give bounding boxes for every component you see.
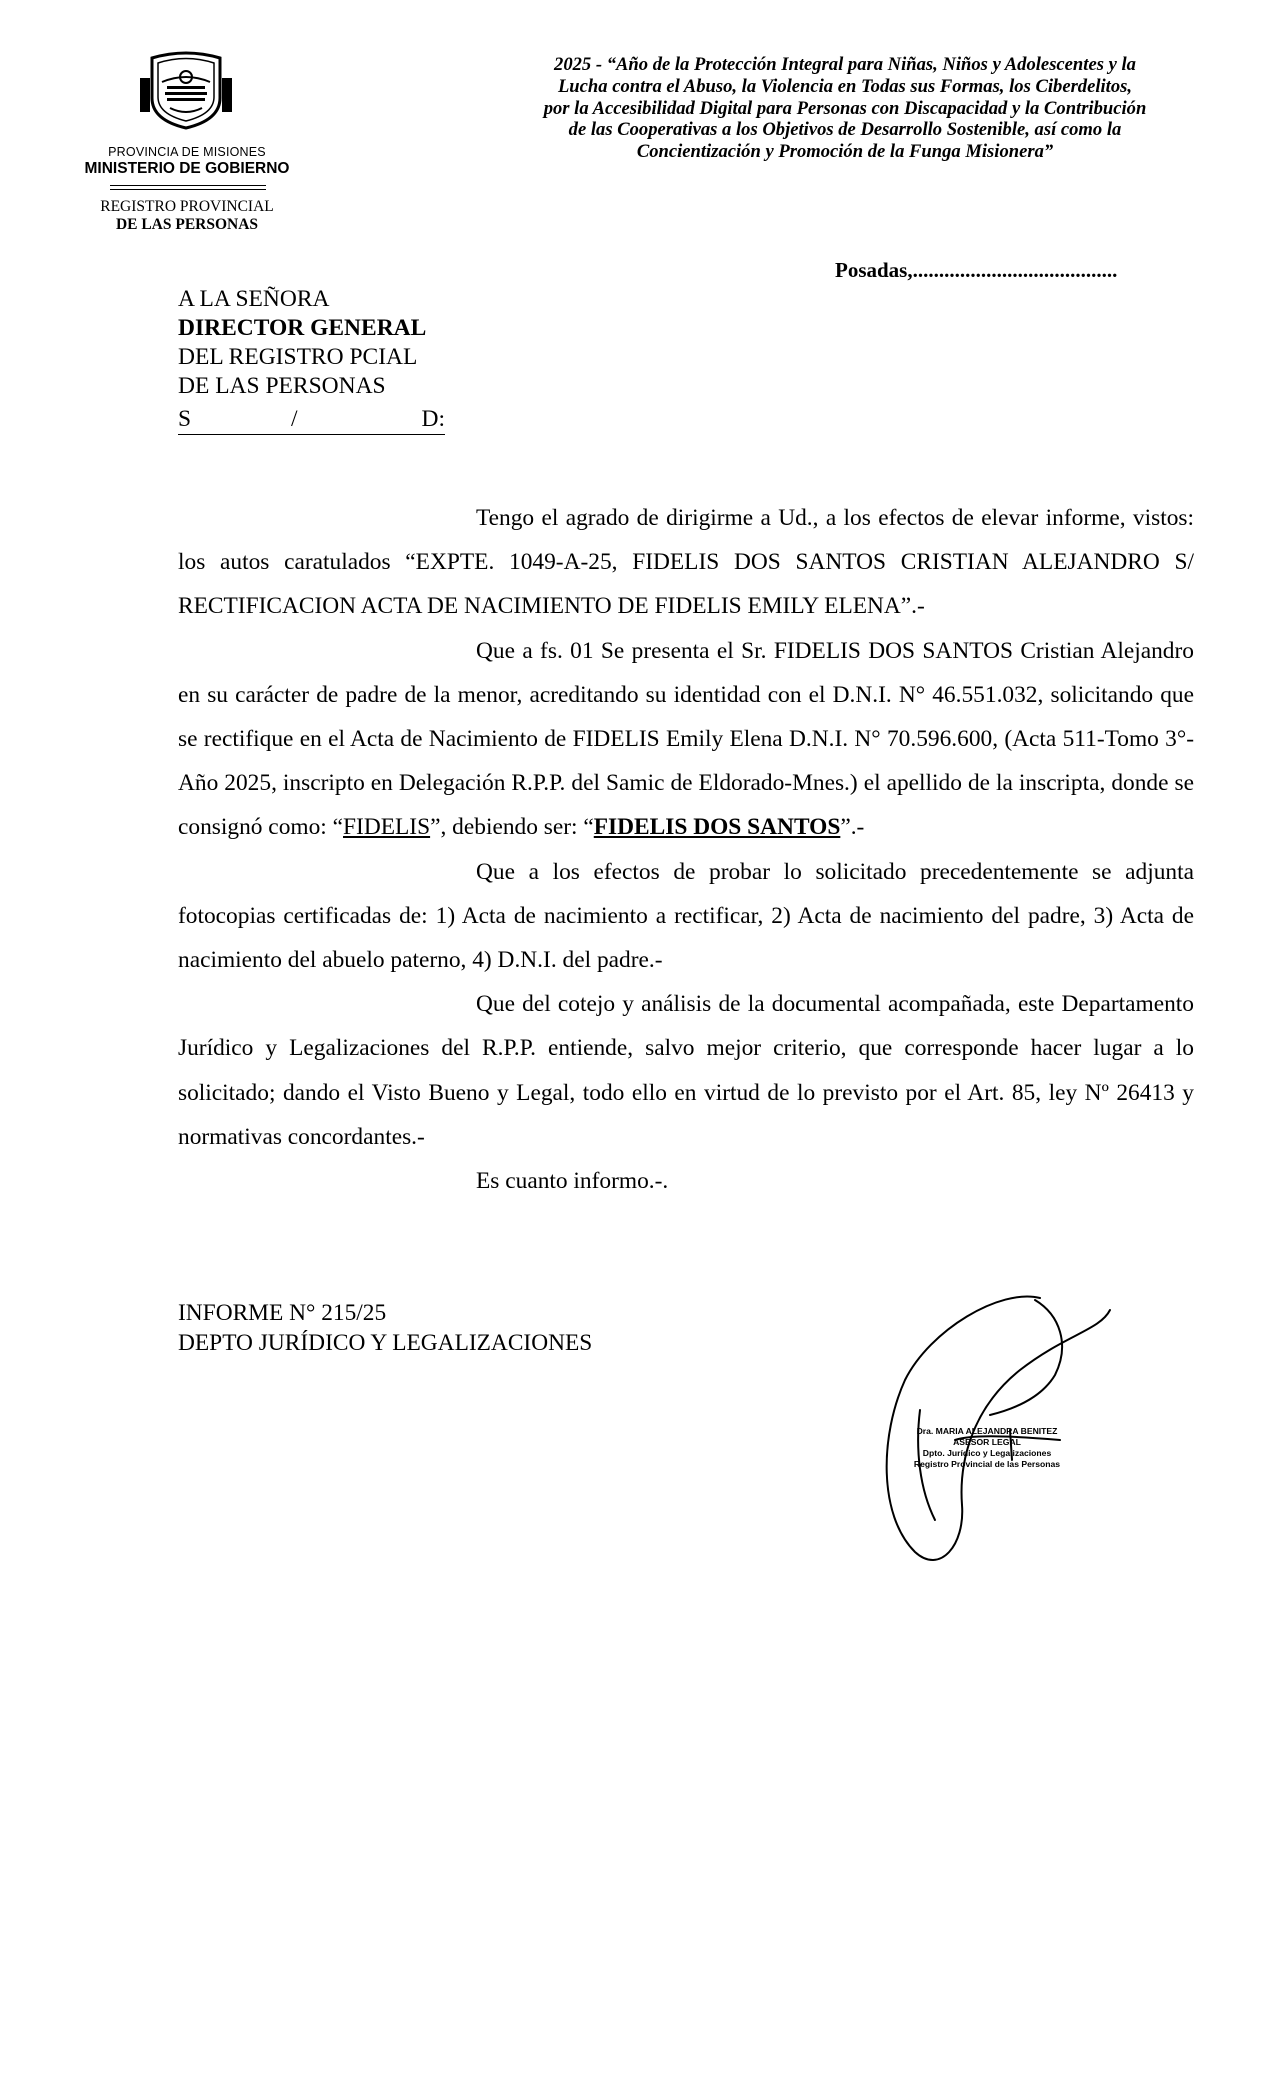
province-name: PROVINCIA DE MISIONES bbox=[108, 145, 266, 159]
stamp-line: Dpto. Jurídico y Legalizaciones bbox=[922, 1448, 1052, 1458]
provincial-seal-logo bbox=[140, 48, 232, 130]
sd-slash: / bbox=[291, 406, 298, 432]
paragraph: Que a los efectos de probar lo solicitado precedentemente se adjunta fotocopias certificadas de: 1) Acta de nacimiento a rectificar, 2) Acta de nacimiento del padre, 3) Acta de nacimiento del abuelo paterno, 4) D.N.I. del padre.- bbox=[178, 858, 1194, 974]
stamp-line: ASESOR LEGAL bbox=[953, 1437, 1021, 1447]
addressee-line: DE LAS PERSONAS bbox=[178, 373, 386, 399]
motto-line: Lucha contra el Abuso, la Violencia en Todas sus Formas, los Ciberdelitos, bbox=[557, 75, 1133, 97]
sd-d: D: bbox=[421, 406, 445, 432]
underlined-surname: FIDELIS bbox=[343, 814, 431, 841]
letterhead-divider bbox=[110, 185, 266, 186]
sd-underlined-line bbox=[178, 405, 445, 435]
stamp-line: Dra. MARIA ALEJANDRA BENITEZ bbox=[916, 1426, 1058, 1436]
registry-name-line2: DE LAS PERSONAS bbox=[115, 216, 259, 233]
addressee-title: DIRECTOR GENERAL bbox=[178, 315, 427, 341]
sd-s: S bbox=[178, 406, 192, 432]
corrected-surname: FIDELIS DOS SANTOS bbox=[593, 814, 841, 841]
motto-line: 2025 - “Año de la Protección Integral para Niñas, Niños y Adolescentes y la bbox=[554, 54, 1136, 75]
stamp-line: Registro Provincial de las Personas bbox=[913, 1459, 1061, 1469]
department-name: DEPTO JURÍDICO Y LEGALIZACIONES bbox=[178, 1330, 593, 1356]
registry-name-line1: REGISTRO PROVINCIAL bbox=[100, 198, 274, 215]
motto-line: Concientización y Promoción de la Funga Misionera” bbox=[636, 141, 1054, 163]
paragraph: Es cuanto informo.-. bbox=[476, 1168, 669, 1195]
letterhead-divider bbox=[110, 189, 266, 190]
report-number: INFORME N° 215/25 bbox=[178, 1300, 387, 1326]
motto-line: por la Accesibilidad Digital para Personas con Discapacidad y la Contribución bbox=[543, 97, 1147, 119]
paragraph: Tengo el agrado de dirigirme a Ud., a los efectos de elevar informe, vistos: los autos caratulados “EXPTE. 1049-A-25, FIDELIS DOS SANTOS CRISTIAN ALEJANDRO S/ RECTIFICACION ACTA DE NACIMIENTO DE FIDELIS EMILY ELENA”.- bbox=[178, 505, 1194, 620]
year-motto bbox=[495, 54, 1195, 163]
report-body bbox=[178, 496, 1194, 1203]
paragraph: Que a fs. 01 Se presenta el Sr. FIDELIS DOS SANTOS Cristian Alejandro en su carácter de padre de la menor, acreditando su identidad con el D.N.I. N° 46.551.032, solicitando que se rectifique en el Acta de Nacimiento de FIDELIS Emily Elena D.N.I. N° 70.596.600, (Acta 511-Tomo 3°-Año 2025, inscripto en Delegación R.P.P. del Samic de Eldorado-Mnes.) el apellido de la inscripta, donde se consignó como: “FIDELIS”, debiendo ser: “FIDELIS DOS SANTOS”.- bbox=[178, 637, 1194, 841]
addressee-line: DEL REGISTRO PCIAL bbox=[178, 344, 418, 370]
motto-line: de las Cooperativas a los Objetivos de Desarrollo Sostenible, así como la bbox=[568, 119, 1122, 141]
ministry-name: MINISTERIO DE GOBIERNO bbox=[84, 160, 290, 177]
place-date-line: Posadas,....................................... bbox=[835, 258, 1118, 282]
addressee-line: A LA SEÑORA bbox=[178, 286, 330, 312]
paragraph: Que del cotejo y análisis de la documental acompañada, este Departamento Jurídico y Legalizaciones del R.P.P. entiende, salvo mejor criterio, que corresponde hacer lugar a lo solicitado; dando el Visto Bueno y Legal, todo ello en virtud de lo previsto por el Art. 85, ley Nº 26413 y normativas concordantes.- bbox=[178, 991, 1194, 1150]
